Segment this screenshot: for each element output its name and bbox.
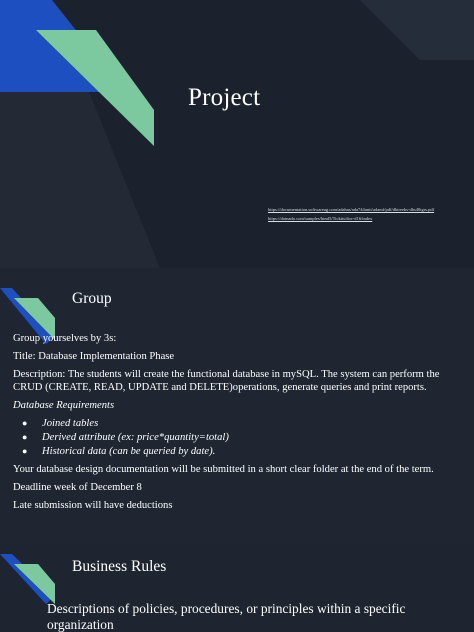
- slide-business-rules: [0, 544, 474, 632]
- deadline-note: Deadline week of December 8: [13, 482, 142, 493]
- deco-shadow-top-right: [360, 0, 474, 60]
- slide1-decoration: [0, 0, 474, 268]
- requirements-list: [13, 417, 465, 459]
- documentation-note: Your database design documentation will be submitted in a short clear folder at the end of the term.: [13, 464, 434, 475]
- slide-body: [13, 332, 465, 517]
- project-description: Description: The students will create the functional database in mySQL. The system can perform the CRUD (CREATE, READ, UPDATE and DELETE)operations, generate queries and print reports.: [13, 369, 440, 393]
- requirements-heading: Database Requirements: [13, 400, 115, 411]
- reference-link-2[interactable]: https://dotnado.com/samples/html5/Tickits/doc-d16/index: [268, 216, 373, 221]
- list-item: ● Joined tables: [22, 418, 99, 429]
- bullet-icon: ●: [22, 432, 28, 442]
- list-item: ● Derived attribute (ex: price*quantity=total): [22, 432, 229, 443]
- slide-title: Project: [188, 84, 261, 111]
- late-submission-note: Late submission will have deductions: [13, 500, 173, 511]
- bullet-icon: ●: [22, 446, 28, 456]
- bullet-icon: ●: [22, 418, 28, 428]
- reference-links: [268, 207, 448, 225]
- slide-title: Business Rules: [72, 558, 167, 575]
- list-item: ● Historical data (can be queried by date).: [22, 446, 216, 457]
- project-title-line: Title: Database Implementation Phase: [13, 351, 175, 362]
- business-rules-description: Descriptions of policies, procedures, or principles within a specific organization: [47, 601, 406, 632]
- slide-title: Group: [72, 290, 112, 307]
- reference-link-1[interactable]: https://documentation.softwareag.com/adabas/ada744unit/adamf/pdf/dbtreeks-dbs40tgrs.pdf: [268, 207, 435, 212]
- group-instruction: Group yourselves by 3s:: [13, 333, 117, 344]
- slide-project: [0, 0, 474, 268]
- slide-group: [0, 268, 474, 544]
